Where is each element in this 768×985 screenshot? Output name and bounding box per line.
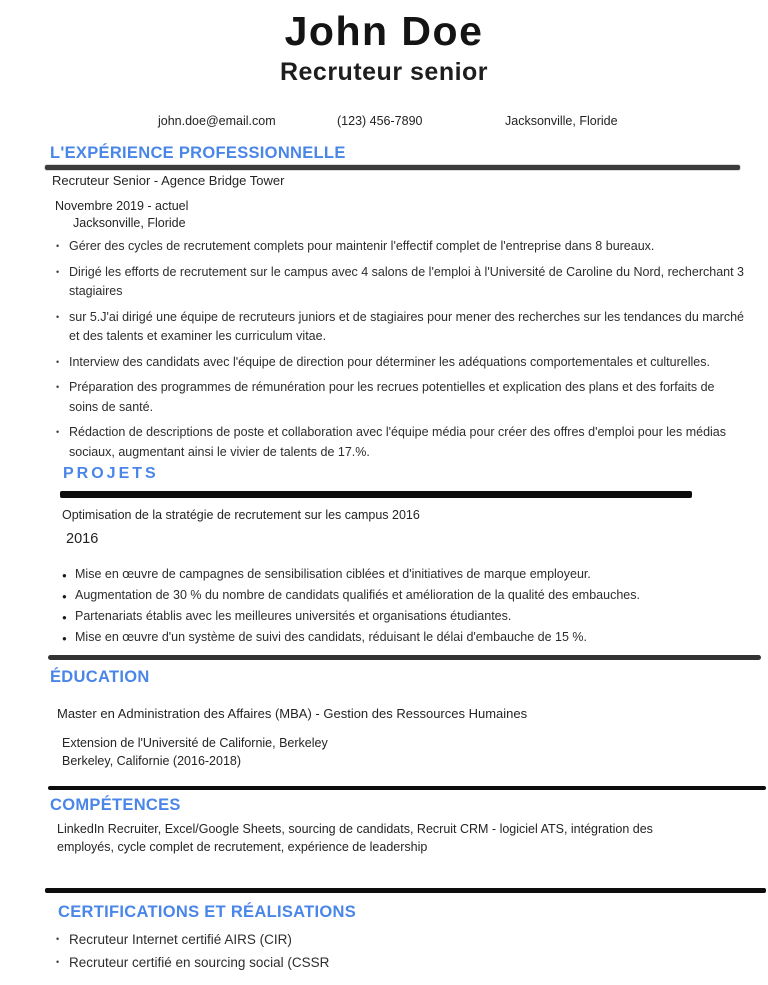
experience-bullet: • Dirigé les efforts de recrutement sur le campus avec 4 salons de l'emploi à l'Université de Caroline du Nord, recherchant 3 stagiaires xyxy=(55,263,747,302)
certifications-bullet-list xyxy=(55,928,735,974)
experience-bullet: • sur 5.J'ai dirigé une équipe de recruteurs juniors et de stagiaires pour mener des recherches sur les tendances du marché et des talents et examiner les curriculum vitae. xyxy=(55,308,747,347)
experience-bullet: • Rédaction de descriptions de poste et collaboration avec l'équipe média pour créer des offres d'emploi pour les médias sociaux, augmentant ainsi le vivier de talents de 17.%. xyxy=(55,423,747,462)
contact-location: Jacksonville, Floride xyxy=(505,114,618,128)
project-bullet: ● Partenariats établis avec les meilleures universités et organisations étudiantes. xyxy=(62,606,742,627)
education-location-dates: Berkeley, Californie (2016-2018) xyxy=(62,754,242,768)
experience-job-title: Recruteur Senior - Agence Bridge Tower xyxy=(52,173,285,188)
contact-phone: (123) 456-7890 xyxy=(337,114,423,128)
skills-divider xyxy=(48,786,766,790)
projects-divider xyxy=(60,491,692,498)
education-divider xyxy=(48,655,761,660)
person-job-title: Recruteur senior xyxy=(279,58,489,86)
education-degree: Master en Administration des Affaires (MBA) - Gestion des Ressources Humaines xyxy=(57,706,528,721)
skills-text: LinkedIn Recruiter, Excel/Google Sheets, sourcing de candidats, Recruit CRM - logiciel ATS, intégration des employés, cycle complet de recrutement, expérience de leadership xyxy=(57,822,653,854)
project-year: 2016 xyxy=(66,531,99,547)
certification-bullet: • Recruteur certifié en sourcing social (CSSR xyxy=(55,951,735,974)
section-title-projects: PROJETS xyxy=(63,465,159,482)
project-bullet: ● Mise en œuvre de campagnes de sensibilisation ciblées et d'initiatives de marque employeur. xyxy=(62,564,742,585)
experience-dates: Novembre 2019 - actuel xyxy=(55,199,189,213)
section-title-certifications: CERTIFICATIONS ET RÉALISATIONS xyxy=(58,903,357,921)
section-title-experience: L'EXPÉRIENCE PROFESSIONNELLE xyxy=(50,144,346,162)
experience-bullet: • Interview des candidats avec l'équipe de direction pour déterminer les adéquations comportementales et culturelles. xyxy=(55,353,747,373)
contact-email: john.doe@email.com xyxy=(158,114,276,128)
section-title-skills: COMPÉTENCES xyxy=(50,796,181,814)
certifications-divider xyxy=(45,888,766,893)
projects-bullet-list xyxy=(62,564,742,648)
project-title: Optimisation de la stratégie de recrutement sur les campus 2016 xyxy=(62,508,420,522)
education-school: Extension de l'Université de Californie, Berkeley xyxy=(62,736,328,750)
experience-divider xyxy=(45,165,740,170)
experience-location: Jacksonville, Floride xyxy=(73,216,186,230)
experience-bullet: • Préparation des programmes de rémunération pour les recrues potentielles et explication des plans et des forfaits de soins de santé. xyxy=(55,378,747,417)
contact-row xyxy=(0,114,768,132)
experience-bullet-list xyxy=(55,237,747,468)
experience-bullet: • Gérer des cycles de recrutement complets pour maintenir l'effectif complet de l'entreprise dans 8 bureaux. xyxy=(55,237,747,257)
section-title-education: ÉDUCATION xyxy=(50,668,150,686)
person-name: John Doe xyxy=(284,8,484,54)
certification-bullet: • Recruteur Internet certifié AIRS (CIR) xyxy=(55,928,735,951)
project-bullet: ● Mise en œuvre d'un système de suivi des candidats, réduisant le délai d'embauche de 15 %. xyxy=(62,627,742,648)
project-bullet: ● Augmentation de 30 % du nombre de candidats qualifiés et amélioration de la qualité des embauches. xyxy=(62,585,742,606)
